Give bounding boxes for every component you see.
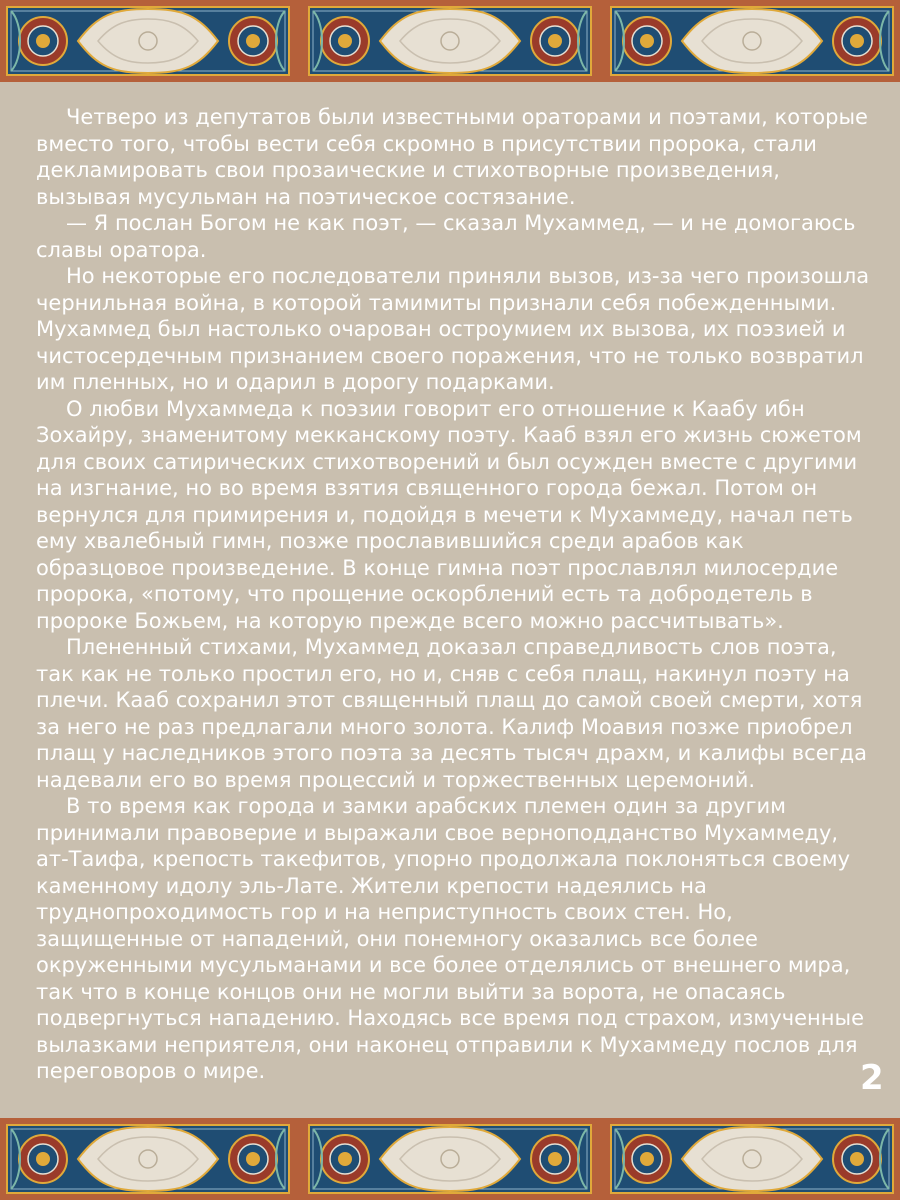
arabesque-border-icon [0,0,900,82]
paragraph: Четверо из депутатов были известными ораторами и поэтами, которые вместо того, чтобы вести себя скромно в присутствии пророка, стали декламировать свои прозаические и стихотворные произведения, вызывая мусульман на поэтическое состязание. [36,105,868,209]
paragraph: Но некоторые его последователи приняли вызов, из-за чего произошла чернильная война, в которой тамимиты признали себя побежденными. Мухаммед был настолько очарован остроумием их вызова, их поэзией и чистосердечным признанием своего поражения, что не только возвратил им пленных, но и одарил в дорогу подарками. [36,264,870,394]
top-ornamental-border [0,0,900,82]
paragraph: Плененный стихами, Мухаммед доказал справедливость слов поэта, так как не только простил его, но и, сняв с себя плащ, накинул поэту на плечи. Кааб сохранил этот священный плащ до самой своей смерти, хотя за него не раз предлагали много золота. Калиф Моавия позже приобрел плащ у наследников этого поэта за десять тысяч драхм, и калифы всегда надевали его во время процессий и торжественных церемоний. [36,635,868,792]
paragraph: — Я послан Богом не как поэт, — сказал Мухаммед, — и не домогаюсь славы оратора. [36,211,856,262]
bottom-ornamental-border [0,1118,900,1200]
page-number: 2 [860,1058,884,1098]
paragraph: В то время как города и замки арабских племен один за другим принимали правоверие и выражали свое верноподданство Мухаммеду, ат-Таифа, крепость такефитов, упорно продолжала поклоняться своему каменному идолу эль-Лате. Жители крепости надеялись на труднопроходимость гор и на неприступность своих стен. Но, защищенные от нападений, они понемногу оказались все более окруженными мусульманами и все более отделялись от внешнего мира, так что в конце концов они не могли выйти за ворота, не опасаясь подвергнуться нападению. Находясь все время под страхом, измученные вылазками неприятеля, они наконец отправили к Мухаммеду послов для переговоров о мире. [36,794,864,1083]
arabesque-border-icon [0,1118,900,1200]
main-text [36,104,872,1085]
paragraph: О любви Мухаммеда к поэзии говорит его отношение к Каабу ибн Зохайру, знаменитому мекканскому поэту. Кааб взял его жизнь сюжетом для своих сатирических стихотворений и был осужден вместе с другими на изгнание, но во время взятия священного города бежал. Потом он вернулся для примирения и, подойдя в мечети к Мухаммеду, начал петь ему хвалебный гимн, позже прославившийся среди арабов как образцовое произведение. В конце гимна поэт прославлял милосердие пророка, «потому, что прощение оскорблений есть та добродетель в пророке Божьем, на которую прежде всего можно рассчитывать». [36,396,862,633]
